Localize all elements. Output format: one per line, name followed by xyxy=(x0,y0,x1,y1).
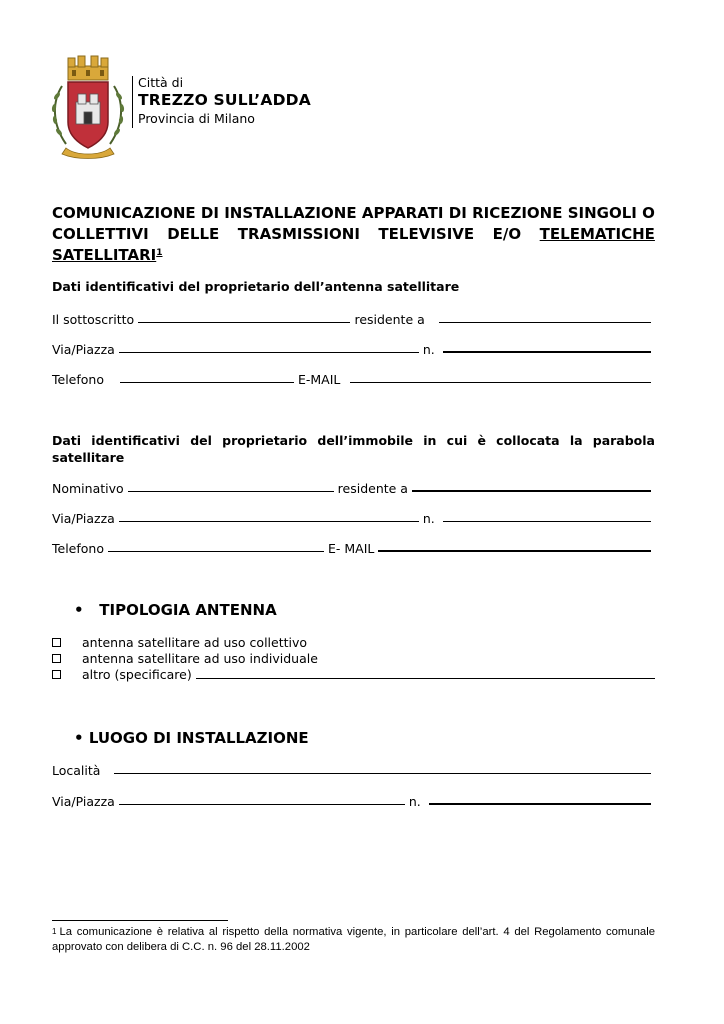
street-label-2: Via/Piazza xyxy=(52,511,115,526)
title-line2-word: E/O xyxy=(492,225,522,243)
title-line2-word: DELLE xyxy=(167,225,220,243)
footnote-marker: 1 xyxy=(52,927,57,936)
number-label: n. xyxy=(422,342,435,357)
bullet-icon-2: • xyxy=(74,729,84,747)
footnote xyxy=(52,925,655,955)
install-street-field[interactable] xyxy=(119,804,405,805)
form-row-install-address xyxy=(52,791,655,809)
title-line-3 xyxy=(52,245,655,266)
email-field-2[interactable] xyxy=(378,550,651,552)
form-row-name xyxy=(52,478,655,496)
number-label-2: n. xyxy=(422,511,435,526)
option-individual[interactable] xyxy=(52,650,655,666)
subscriber-field[interactable] xyxy=(138,322,350,323)
option-collective-label: antenna satellitare ad uso collettivo xyxy=(82,635,308,650)
install-street-label: Via/Piazza xyxy=(52,794,115,809)
number-field[interactable] xyxy=(443,351,651,353)
title-footnote-ref: 1 xyxy=(156,248,163,258)
title-line1-word: INSTALLAZIONE xyxy=(224,204,357,222)
section-heading-antenna-owner: Dati identificativi del proprietario dell’antenna satellitare xyxy=(52,279,460,294)
phone-label: Telefono xyxy=(52,372,104,387)
form-row-contacts-2 xyxy=(52,538,655,556)
title-line1-word: RICEZIONE xyxy=(472,204,563,222)
number-field-2[interactable] xyxy=(443,521,651,522)
title-line1-word: SINGOLI xyxy=(567,204,637,222)
title-underlined-telematiche: TELEMATICHE xyxy=(539,225,655,243)
option-individual-label: antenna satellitare ad uso individuale xyxy=(82,651,318,666)
option-other[interactable] xyxy=(52,666,655,682)
title-line1-word: COMUNICAZIONE xyxy=(52,204,196,222)
header-divider xyxy=(132,76,133,128)
title-line1-word: DI xyxy=(448,204,467,222)
section-heading-building-owner: Dati identificativi del proprietario dell’immobile in cui è collocata la parabola satellitare xyxy=(52,433,655,465)
title-line1-word: APPARATI xyxy=(361,204,444,222)
residence-field[interactable] xyxy=(439,322,651,323)
province-name: Provincia di Milano xyxy=(138,111,255,126)
title-underlined-satellitari: SATELLITARI xyxy=(52,246,157,264)
form-row-address-2 xyxy=(52,508,655,526)
street-label: Via/Piazza xyxy=(52,342,115,357)
subscriber-label: Il sottoscritto xyxy=(52,312,135,327)
city-name: TREZZO SULL’ADDA xyxy=(138,91,311,109)
install-number-label: n. xyxy=(408,794,421,809)
name-label: Nominativo xyxy=(52,481,124,496)
city-prefix: Città di xyxy=(138,75,184,90)
other-specify-field[interactable] xyxy=(196,678,655,679)
antenna-type-heading xyxy=(74,601,277,619)
antenna-type-title: TIPOLOGIA ANTENNA xyxy=(99,601,277,619)
checkbox-collective[interactable] xyxy=(52,638,61,647)
city-coat-of-arms xyxy=(48,52,128,160)
resident-label: residente a xyxy=(354,312,425,327)
phone-label-2: Telefono xyxy=(52,541,104,556)
locality-label: Località xyxy=(52,763,101,778)
form-row-locality xyxy=(52,760,655,778)
title-line-2 xyxy=(52,224,655,245)
option-collective[interactable] xyxy=(52,634,655,650)
title-line2-word: TRASMISSIONI xyxy=(237,225,360,243)
email-label-2: E- MAIL xyxy=(327,541,375,556)
locality-field[interactable] xyxy=(114,773,651,774)
install-number-field[interactable] xyxy=(429,803,651,805)
form-row-address xyxy=(52,339,655,357)
title-line1-word: DI xyxy=(200,204,219,222)
street-field[interactable] xyxy=(119,352,419,353)
option-other-label: altro (specificare) xyxy=(82,667,192,682)
form-row-contacts xyxy=(52,369,655,387)
residence-field-2[interactable] xyxy=(412,490,651,492)
name-field[interactable] xyxy=(128,491,334,492)
resident-label-2: residente a xyxy=(337,481,408,496)
title-line1-word: O xyxy=(642,204,655,222)
ribbon-icon xyxy=(62,148,114,159)
street-field-2[interactable] xyxy=(119,521,419,522)
installation-place-title: LUOGO DI INSTALLAZIONE xyxy=(88,729,309,747)
footnote-separator xyxy=(52,920,228,921)
email-label: E-MAIL xyxy=(297,372,341,387)
title-line-1 xyxy=(52,203,655,224)
form-row-subscriber xyxy=(52,309,655,327)
footnote-text: La comunicazione è relativa al rispetto della normativa vigente, in particolare dell’art. 4 del Regolamento comunale approvato con delibera di C.C. n. 96 del 28.11.2002 xyxy=(52,926,655,953)
installation-place-heading xyxy=(74,729,309,747)
title-line2-word: COLLETTIVI xyxy=(52,225,149,243)
phone-field-2[interactable] xyxy=(108,551,324,552)
title-line2-word: TELEVISIVE xyxy=(378,225,475,243)
document-title xyxy=(52,203,655,266)
phone-field[interactable] xyxy=(120,382,294,383)
checkbox-other[interactable] xyxy=(52,670,61,679)
checkbox-individual[interactable] xyxy=(52,654,61,663)
email-field[interactable] xyxy=(350,382,651,383)
bullet-icon: • xyxy=(74,601,84,619)
crown-icon xyxy=(68,56,108,80)
